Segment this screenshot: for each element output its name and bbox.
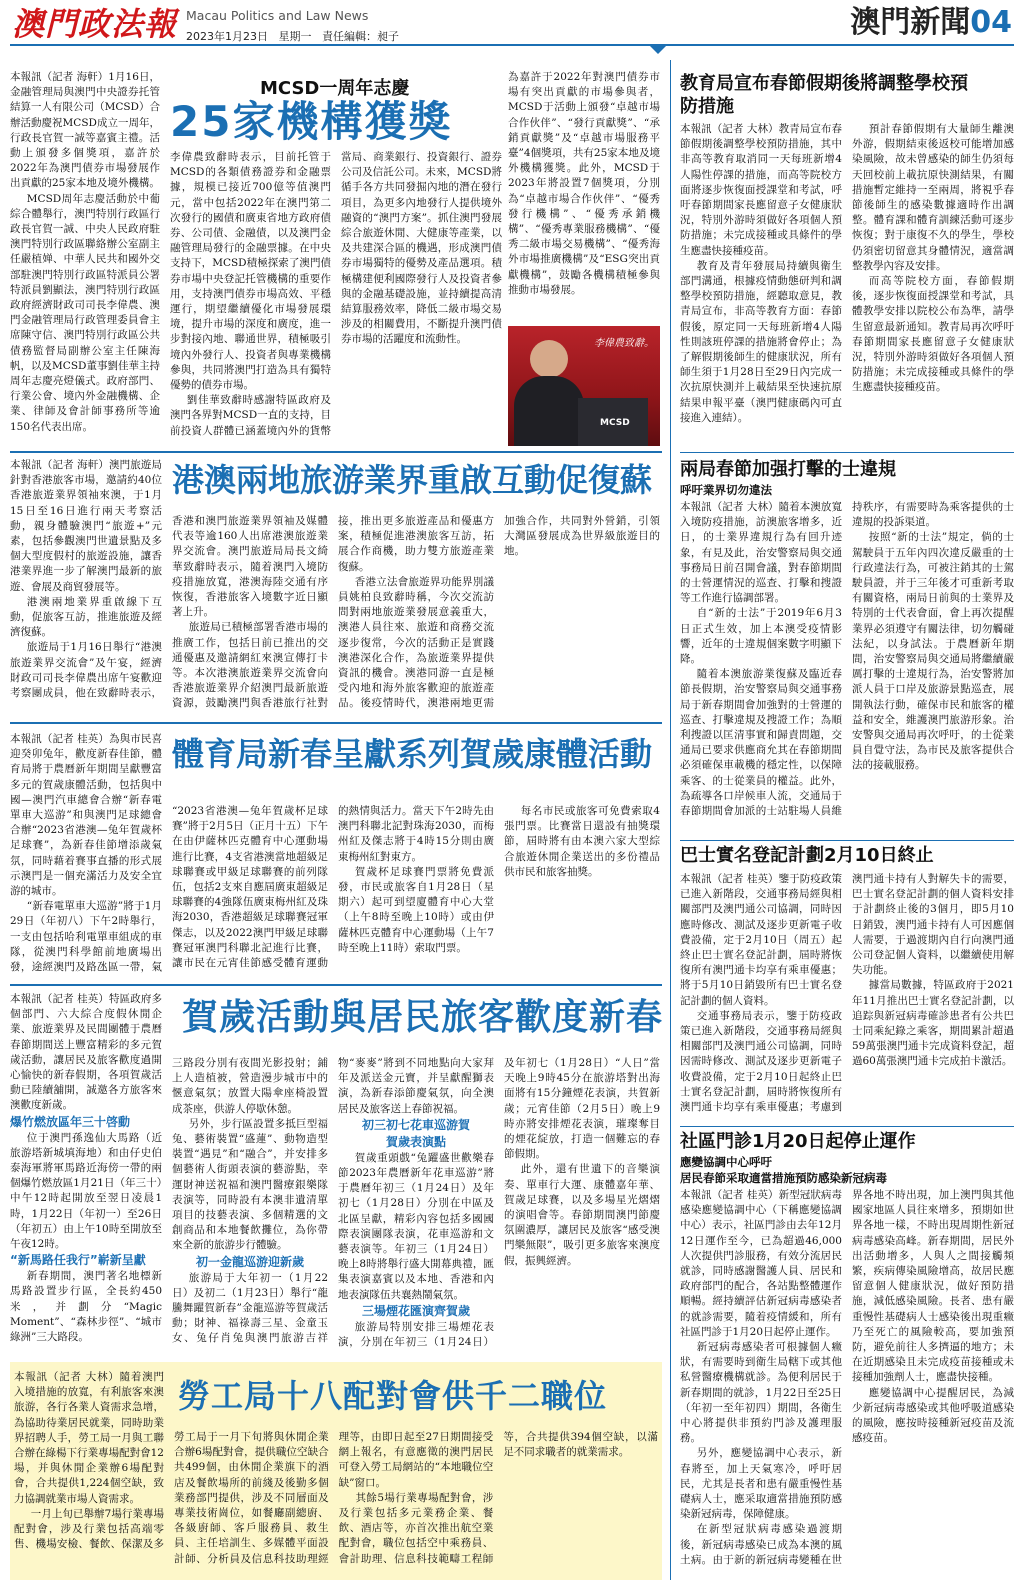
labour-headline: 勞工局十八配對會供千二職位 — [178, 1377, 608, 1415]
masthead-logo-en: Macau Politics and Law News — [186, 8, 369, 23]
divider-3 — [10, 984, 662, 986]
photo-speaker-body — [514, 376, 584, 446]
mcsd-body-col1 — [10, 70, 160, 444]
labour-para-1: 本報訊（記者 大林）隨着澳門入境措施的放寬，有利旅客來澳旅游，各行各業人資需求急增，為協助待業居民就業，同時助業界招聘人手，勞工局一月與工聯合辦在綠楊下行業專場配對會12場，并與休閒企業辦6場配對會，合共提供1,224個空缺，致力協調就業市場人資需求。 — [14, 1371, 164, 1505]
clinic-para-3: 另外，應變協調中心表示，新春將至，加上天氣寒冷，呼吁居民，尤其是長者和患有嚴重慢性基礎病人士，應采取適當措施預防感染新冠病毒，保障健康。 — [680, 1447, 842, 1521]
article-mcsd — [10, 64, 662, 448]
issue-date: 2023年1月23日 — [186, 30, 268, 43]
masthead-notch — [648, 44, 668, 54]
section-name: 澳門新聞 — [850, 5, 971, 40]
tourism-para-1: 本報訊（記者 海軒）澳門旅遊局針對香港旅客市場，邀請約40位香港旅遊業界領袖來澳，于1月15日至16日進行兩天考察活動，親身體驗澳門“旅遊+”元素，包括參觀澳門世遺景點及多個大型度假村的旅遊設施，讓香港業界進一步了解澳門最新的旅遊、會展及商貿發展等。 — [10, 459, 162, 593]
taxi-para-1: 本報訊（記者 大林）隨着本澳放寬入境防疫措施，訪澳旅客增多，近日，的士業界違規行為有回升迹象，有見及此，治安警察局與交通事務局日前召開會議，對春節期間的士營運情況的巡查、打擊和搜證等工作進行協調部署。 — [680, 501, 842, 605]
newyear-para-3: 新春期間，澳門著名地標新馬路設置步行區，全長約450米，并劃分“Magic Moment”、“森林步徑”、“城市綠洲”三大路段。 — [10, 1270, 162, 1344]
sports-para-2: “新春電單車大巡游”將于1月29日（年初八）下午2時舉行，一支由包括哈利電單車組成的車隊，從澳門科學館前地廣場出發，途經澳門及路氹區一帶，氣 — [10, 900, 162, 974]
sports-para-3: “2023省港澳—兔年賀歲杯足球賽”將于2月5日（正月十五）下午在由伊薩林匹克體育中心運動場進行比賽，4支省港澳當地超級足球聯賽或甲級足球聯賽的前列隊伍，包括2支來自應屆廣東超級足球聯賽的4強隊伍廣東梅州紅及珠海2030，香港超級足球聯賽冠軍傑志，以及2022澳門甲級足球聯賽冠軍澳門科聯北記進行比賽，讓市民在元宵佳節感受體育運動的熱情與活力。當天下午2時先由澳門科聯北記對珠海2030，而梅州紅及傑志將于4時15分則由廣東梅州紅對東方。 — [172, 805, 494, 970]
clinic-subtitle-2: 居民春節采取適當措施預防感染新冠病毒 — [680, 1171, 887, 1185]
section-title — [850, 3, 1012, 43]
labour-body-col1 — [14, 1370, 164, 1576]
tourism-para-3: 旅遊局于1月16日舉行“港澳旅遊業界交流會”及午宴，經濟財政司司長李偉農出席午宴歡迎考察團成員，他在致辭時表示， — [10, 641, 162, 700]
education-para-3: 預計春節假期有大量師生離澳外游，假期結束後返校可能增加感染風險，故未曾感染的師生仍須每天回校前上載抗原快測結果，有關措施暫定維持一至兩周，將視乎春節後師生的感染數據適時作出調整。體育課和體育訓練活動可逐步恢復；對于康復不久的學生，學校仍須密切留意其身體情況，適當調整教學內容及安排。 — [852, 123, 1014, 272]
article-clinic — [680, 1130, 1014, 1582]
article-education — [680, 72, 1014, 452]
newyear-para-7: 賀歲重頭戲“兔躍盛世歡樂春節2023年農曆新年花車巡游”將于農曆年初三（1月24日）及年初七（1月28日）分別在中區及北區呈獻，精彩內容包括多國國際表演團隊表演，花車巡游和文藝表演等。年初三（1月24日）晚上8時將舉行盛大開幕典禮，匯集表演嘉賓以及本地、香港和內地表演隊伍共襄熱鬧氣氛。 — [338, 1151, 494, 1301]
masthead — [0, 0, 1024, 48]
issue-weekday: 星期一 — [278, 30, 312, 43]
newyear-para-2: 位于澳門孫逸仙大馬路（近旅游塔新城填海地）和由仔史伯泰海軍將軍馬路近海傍一帶的兩個爆竹燃放區1月21日（年三十）中午12時起開放至翌日凌晨1時，1月22日（年初一）至26日（年初五）由上午10時至開放至午夜12時。 — [10, 1131, 162, 1251]
bus-para-1: 本報訊（記者 桂英）鑒于防疫政策已進入新階段，交通事務局經與相關部門及澳門通公司協調，同時因應時修改、測試及逐步更新電子收費設備，定于2月10日（周五）起終止巴士實名登記計劃，屆時將恢復所有澳門通卡均享有乘車優惠；將于5月10日銷毀所有巴士實名登記計劃的個人資料。 — [680, 873, 842, 1007]
masthead-logo: 澳門政法報 — [12, 5, 178, 43]
taxi-subtitle: 呼吁業界切勿違法 — [680, 483, 772, 497]
newyear-subhead-4b: 賀歲表演點 — [385, 1134, 446, 1149]
tourism-para-4: 香港和澳門旅遊業界領袖及媒體代表等逾160人出席港澳旅遊業界交流會。澳門旅遊局局長文綺華致辭時表示，隨着澳門入境防疫措施放寬，港澳海陸交通有序恢復，香港旅客入境數字近日顯著上升。 — [172, 515, 328, 619]
mcsd-speaker-photo — [508, 326, 660, 446]
sports-para-1: 本報訊（記者 桂英）為與市民喜迎癸卯兔年，歡度新春佳節，體育局將于農曆新年期間呈獻豐富多元的賀歲康體活動，包括與中國—澳門汽車總會合辦“新春電單車大巡游”和與澳門足球總會合辦“2023省港澳—兔年賀歲杯足球賽”，為新春佳節增添歲氣氛，同時藉着賽事直播的形式展示澳門是一個充滿活力及安全宜游的城市。 — [10, 733, 162, 898]
masthead-dateline — [186, 28, 399, 44]
education-para-2: 教育及青年發展局持續與衛生部門溝通，根據疫情動態研判和調整學校預防措施，經聽取意見，教青局宣布，非高等教育方面：春節假後，原定同一天每班新增4人陽性則該班停課的措施將會停止；為了解假期後師生的健康狀況，所有師生須于1月28日至29日內完成一次抗原快測并上載結果至快速抗原結果申報平臺（澳門健康碼內可直接進入連結）。 — [680, 259, 842, 424]
mcsd-kicker: MCSD一周年志慶 — [260, 78, 410, 99]
clinic-para-4: 在新型冠狀病毒感染過渡期後，新冠病毒感染已成為本澳的風土病。由于新的新冠病毒變種在世界各地不時出現，加上澳門與其他國家地區人員往來增多，預期如世界各地一樣，不時出現周期性新冠病毒感染高峰。新春期間，居民外出活動增多，人與人之間接觸頻繁，疾病傳染風險增高，故居民應留意個人健康狀況，做好預防措施，減低感染風險。長者、患有嚴重慢性基礎病人士感染後出現重癥乃至死亡的風險較高，要加強預防，避免前往人多擠逼的地方；未在近期感染且未完成疫苗接種或未接種加強劑人士，應盡快接種。 — [680, 1189, 1014, 1566]
article-sports — [10, 728, 662, 980]
sports-para-5: 每名市民或旅客可免費索取4張門票。比賽當日還設有抽獎環節，屆時將有由本澳六家大型綜合旅遊休閒企業送出的多份禮品供市民和旅客抽獎。 — [504, 805, 660, 878]
newyear-subhead-4a: 初三初七花車巡游賀 — [361, 1117, 470, 1132]
clinic-body — [680, 1188, 1014, 1580]
sports-body-col1 — [10, 732, 162, 978]
column-divider — [670, 60, 671, 1580]
sports-para-4: 賀歲杯足球賽門票將免費派發，市民或旅客自1月28日（星期六）起可到望廈體育中心大堂（上午8時至晚上10時）或由伊薩林匹克體育中心運動場（上午7時至晚上11時）索取門票。 — [338, 865, 494, 954]
divider-r1 — [680, 452, 1014, 453]
mcsd-headline: 25家機構獲獎 — [170, 97, 453, 146]
divider-1 — [10, 451, 662, 453]
mcsd-para-1: 本報訊（記者 海軒）1月16日，金融管理局與澳門中央證券托管結算一人有限公司（MCSD）合辦活動慶祝MCSD成立一周年，行政長官賀一誠等嘉賓主禮。活動上頒發多個獎項，嘉許於2022年為澳門債券市場發展作出貢獻的25家本地及境外機構。 — [10, 71, 160, 190]
labour-body-main — [174, 1430, 658, 1576]
divider-2 — [10, 722, 662, 724]
newyear-body-col1 — [10, 992, 162, 1356]
newyear-para-6: 旅游局于大年初一（1月22日）及初二（1月23日）舉行“龍騰舞躍賀新春”金龍巡游等賀歲活動；財神、福祿壽三星、金童玉女、兔仔肖兔與澳門旅游吉祥物“麥麥”將到不同地點向大家拜年及派送金元寶，并呈獻醒獅表演，為新春添節慶氣氛，向全澳居民及旅客送上春節祝福。 — [172, 1057, 494, 1345]
bus-para-3: 據當局數據，特區政府于2021年11月推出巴士實名登記計劃，以追踪與新冠病毒確診患者有公共巴士同乘紀錄之乘客，期間累計超過59萬張澳門通卡完成資料登記，超過60萬張澳門通卡完成拍卡激活。 — [852, 979, 1014, 1068]
newyear-headline: 賀歲活動與居民旅客歡度新春 — [182, 997, 664, 1038]
taxi-para-4: 按照“新的士法”規定，倘的士駕駛員于五年內四次違反嚴重的士行政違法行為，可被注銷其的士駕駛員證，并于三年後才可重新考取有關資格，兩局日前與的士業界及特別的士代表會面，會上再次提醒業界必須遵守有關法律，切勿觸碰法紀，以身試法。于農曆新年期間，治安警察局與交通局將繼續嚴厲打擊的士違規行為，治安警將加派人員于口岸及旅游景點巡查，展開執法行動，確保市民和旅客的權益和安全，維護澳門旅游形象。治安警與交通局再次呼吁，的士從業員自覺守法，為市民及旅客提供合法的接載服務。 — [852, 531, 1014, 772]
mcsd-body-right — [508, 70, 660, 320]
sports-body-main — [172, 804, 660, 978]
article-labour — [10, 1362, 662, 1580]
tourism-para-6: 香港立法會旅遊界功能界別議員姚柏良致辭時稱，今次交流訪問對兩地旅遊業發展意義重大，澳港人員往來、旅遊和商務交流逐步復常，今次的活動正是實踐澳港深化合作，為旅遊業界提供資訊的機會。澳港同游一直是極受內地和海外旅客歡迎的旅遊產品。後疫情時代，澳港兩地更需加強合作，共同對外營銷，引領大灣區發展成為世界級旅遊目的地。 — [338, 515, 660, 710]
newyear-para-1: 本報訊（記者 桂英）特區政府多個部門、六大綜合度假休閒企業、旅遊業界及民間團體于農曆春節期間送上豐富精彩的多元賀歲活動，讓居民及旅客歡度過開心愉快的新春假期，各項賀歲活動已陸續舖開，誠邀各方旅客來澳歡度新歲。 — [10, 993, 162, 1112]
clinic-para-5: 應變協調中心提醒居民，為減少新冠病毒感染或其他呼吸道感染的風險，應按時接種新冠疫苗及流感疫苗。 — [852, 1386, 1014, 1445]
clinic-subtitle-1: 應變協調中心呼吁 — [680, 1155, 772, 1169]
photo-podium-logo: MCSD — [600, 418, 630, 428]
mcsd-para-3: 李偉農致辭時表示，目前托管于MCSD的各類債務證券和金融票據，規模已接近700億等值澳門元，當中包括2022年在澳門第二次發行的國債和廣東省地方政府債券、公司債、金融債，以及澳門金融管理局發行的金融票據。在中央支持下，MCSD積極探索了澳門債券市場中央登記托管機構的重要作用，支持澳門債券市場高效、平穩運行，期望繼續優化市場發展環境，提升市場的深度和廣度，進一步對接內地、聯通世界，積極吸引境內外發行人、投資者與專業機構參與，共同將澳門打造為具有獨特優勢的債券市場。 — [170, 151, 331, 392]
tourism-para-2: 港澳兩地業界重啟線下互動，促旅客互訪，推進旅遊及經濟復蘇。 — [10, 595, 162, 639]
education-body — [680, 122, 1014, 450]
tourism-para-5: 旅遊局已積極部署香港市場的推廣工作，包括日前已推出的交通優惠及邀請網紅來澳宣傳打卡等。本次港澳旅遊業界交流會向香港旅遊業界介紹澳門最新旅遊資源，鼓勵澳門與香港旅行社對接，推出更多旅遊產品和優惠方案，積極促進港澳旅客互訪，拓展合作商機，助力雙方旅遊產業復蘇。 — [172, 515, 494, 710]
tourism-body-col1 — [10, 458, 162, 714]
mcsd-para-2: MCSD周年志慶活動於中葡綜合體舉行，澳門特別行政區行政長官賀一誠、中央人民政府駐澳門特別行政區聯絡辦公室副主任嚴植婵、中華人民共和國外交部駐澳門特別行政區特派員公署特派員劉顯法，澳門特別行政區政府經濟財政司司長李偉農、澳門金融管理局行政管理委員會主席陳守信、澳門特別行政區公共債務監督局副辦公室主任陳海帆，以及MCSD董事劉佳華主持周年志慶亮燈儀式。政府部門、行業公會、境內外金融機構、企業、律師及會計師事務所等逾150名代表出席。 — [10, 192, 160, 433]
education-para-1: 本報訊（記者 大林）教青局宣布春節假期後調整學校預防措施，其中非高等教育取消同一天每班新增4人陽性停課的措施，而高等院校方面將逐步恢復面授課堂和考試，呼吁春節期間家長應留意子女健康狀況，特別外游時須做好各項個人預防措施；未完成接種或具條件的學生應盡快接種疫苗。 — [680, 123, 842, 257]
article-tourism — [10, 456, 662, 718]
taxi-body — [680, 500, 1014, 836]
education-para-4: 而高等院校方面，春節假期後，逐步恢復面授課堂和考試，具體教學安排以院校公布為準，請學生留意最新通知。教青局再次呼吁春節期間家長應留意子女健康狀況，特別外游時須做好各項個人預防措施；未完成接種或具條件的學生應盡快接種疫苗。 — [852, 275, 1014, 394]
clinic-headline: 社區門診1月20日起停止運作 — [680, 1131, 916, 1152]
bus-body — [680, 872, 1014, 1122]
tourism-headline: 港澳兩地旅游業界重啟互動促復蘇 — [172, 461, 653, 499]
newyear-body-main — [172, 1056, 660, 1356]
article-bus — [680, 844, 1014, 1124]
labour-para-4: 其餘5場行業專場配對會，涉及行業包括多元業務企業、餐飲、酒店等，亦首次推出航空業配對會，職位包括空中乘務員、會計助理、信息科技範疇工程師等，合共提供394個空缺，以滿足不同求職者的就業需求。 — [338, 1431, 658, 1565]
taxi-para-2: 自“新的士法”于2019年6月3日正式生效，加上本澳受疫情影響，近年的士違規個案數字明顯下降。 — [680, 607, 842, 666]
newyear-subhead-1: 爆竹燃放區年三十啓動 — [10, 1114, 131, 1129]
article-taxi — [680, 458, 1014, 838]
labour-para-3: 勞工局于一月下旬將與休閒企業合辦6場配對會，提供職位空缺合共499個，由休閒企業旗下的酒店及餐飲場所的前綫及後勤多個業務部門提供，涉及不同層面及專業技術崗位，如餐廳副總廚、各級廚師、客戶服務員、救生員、主任培訓生、多媒體平面設計師、分析員及信息科技助理經理等，由即日起至27日期間接受網上報名，有意應徵的澳門居民可登入勞工局網站的“本地職位空缺”窗口。 — [174, 1431, 494, 1565]
labour-para-2: 一月上旬已舉辦7場行業專場配對會，涉及行業包括高端零售、機場安檢、餐飲、保潔及多 — [14, 1507, 164, 1551]
newyear-para-4: 三路段分別有夜間光影投射；鋪上人造植被，營造漫步城市中的愜意氣氛；放置大陽傘座椅設置成茶座，供游人停歇休憩。 — [172, 1057, 328, 1115]
bus-headline: 巴士實名登記計劃2月10日終止 — [680, 845, 934, 866]
taxi-para-3: 隨着本澳旅游業復蘇及臨近春節長假期，治安警察局與交通事務局于新春期間會加強對的士營運的巡查、打擊違規及搜證工作；為順利搜證以匡清事實和歸責問題，交通局已要求供應商允其在春節期間必須確保車載機的穩定性，以保障乘客、的士從業員的權益。此外，為疏導各口岸候車人流，交通局于春節期間會加派的士站駐場人員維持秩序，有需要時為乘客提供的士違規的投訴渠道。 — [680, 501, 1014, 818]
mcsd-photo-caption: 李偉農致辭。 — [594, 338, 654, 349]
tourism-body-main — [172, 514, 660, 714]
newyear-subhead-3: 初一金龍巡游迎新歲 — [195, 1254, 304, 1269]
article-newyear — [10, 990, 662, 1358]
newyear-subhead-2: “新馬路任我行”嶄新呈獻 — [10, 1253, 146, 1268]
clinic-para-1: 本報訊（記者 桂英）新型冠狀病毒感染應變協調中心（下稱應變協調中心）表示，社區門診由去年12月12日運作至今，已為超過46,000人次提供門診服務，有效分流居民就診，同時感謝醫護人員、居民和政府部門的配合，各站點整體運作順暢。經持續評估新冠病毒感染者的就診需要，隨着疫情緩和，所有社區門診于1月20日起停止運作。 — [680, 1189, 842, 1338]
mcsd-body-main — [170, 150, 502, 444]
newyear-para-8: 旅游局特別安排三場煙花表演，分別在年初三（1月24日）及年初七（1月28日）“人日”當天晚上9時45分在旅游塔對出海面將有15分鐘煙花表演，共賀新歲；元宵佳節（2月5日）晚上9時亦將安排煙花表演，璀璨奪目的煙花綻放，打造一個難忘的春節假期。 — [338, 1057, 660, 1349]
newyear-subhead-5: 三場煙花匯演齊賀歲 — [361, 1303, 470, 1318]
mcsd-para-5: 為嘉許于2022年對澳門債券市場有突出貢獻的市場參與者，MCSD于活動上頒發“卓越市場合作伙伴”、“發行貢獻獎”、“承銷貢獻獎”及“卓越市場服務平臺”4個獎項，共有25家本地及境外機構獲獎。此外，MCSD于2023年將設置7個獎項，分別為“卓越市場合作伙伴”、“優秀發行機構”、“優秀承銷機構”、“優秀專業服務機構”、“優秀二級市場交易機構”、“優秀海外市場推廣機構”及“ESG突出貢獻機構”，鼓勵各機構積極參與推動市場發展。 — [508, 71, 660, 296]
clinic-para-2: 新冠病毒感染者可根據個人癥狀，有需要時到衛生局轄下或其他私營醫療機構就診。為便利居民于新春期間的就診，1月22日至25日（年初一至年初四）期間，各衛生中心將提供非預約門診及護理服務。 — [680, 1341, 842, 1445]
sports-headline: 體育局新春呈獻系列賀歲康體活動 — [172, 735, 653, 773]
newyear-para-5: 另外，步行區設置多抵巨型福兔、藝術裝置“盛蓮”、動物造型裝置“遇見”和“融合”，并安排多個藝術人街頭表演的藝游點，幸運財神送祝福和澳門醫療銀樂隊表演等，同時設有本澳非遺清單項目的技藝表演、多個精選的文創商品和本地餐飲攤位，為你帶來全新的旅游步行體驗。 — [172, 1117, 328, 1252]
photo-speaker-figure — [530, 340, 568, 378]
page-editor: 責任編輯：昶子 — [322, 30, 399, 43]
newyear-para-9: 此外，還有世遺下的音樂演奏、單車行大運、康體嘉年華、賀歲足球賽，以及多場星光熠熠的演唱會等。春節期間澳門節慶氛圍濃厚，讓居民及旅客“感受澳門樂無限”，吸引更多旅客來澳度假，振興經濟。 — [504, 1163, 660, 1267]
taxi-headline: 兩局春節加强打擊的士違規 — [680, 459, 896, 480]
page-number: 04 — [970, 5, 1012, 40]
education-headline: 教育局宣布春節假期後將調整學校預防措施 — [680, 73, 968, 117]
mcsd-para-4: 劉佳華致辭時感謝特區政府及澳門各界對MCSD一直的支持，目前投資人群體已涵蓋境內外的貨幣當局、商業銀行、投資銀行、證券公司及信託公司。未來，MCSD將循手各方共同發掘內地的潛在發行項目，為更多內地發行人提供境外融資的“澳門方案”。抓住澳門發展綜合旅遊休閒、大健康等產業，以及共建深合區的機遇，形成澳門債券市場獨特的優勢及產品選項。積極構建便利國際發行人及投資者參與的金融基礎設施，並持續提高清結算服務效率，降低二級市場交易涉及的相關費用，不斷提升澳門債券市場的活躍度和流動性。 — [170, 151, 502, 437]
divider-r2 — [680, 840, 1014, 841]
masthead-rule — [10, 44, 1014, 46]
divider-r3 — [680, 1126, 1014, 1127]
bus-para-2: 交通事務局表示，鑒于防疫政策已進入新階段，交通事務局經與相關部門及澳門通公司協調，同時因需時修改、測試及逐步更新電子收費設備，定于2月10日起終止巴士實名登記計劃，屆時將恢復所有澳門通卡均享有乘車優惠；考慮到澳門通卡持有人對解失卡的需要，巴士實名登記計劃的個人資料安排于計劃終止後的3個月，即5月10日銷毀，澳門通卡持有人可因應個人需要，于過渡期內自行向澳門通公司登記個人資料，以繼續使用解失功能。 — [680, 873, 1014, 1114]
